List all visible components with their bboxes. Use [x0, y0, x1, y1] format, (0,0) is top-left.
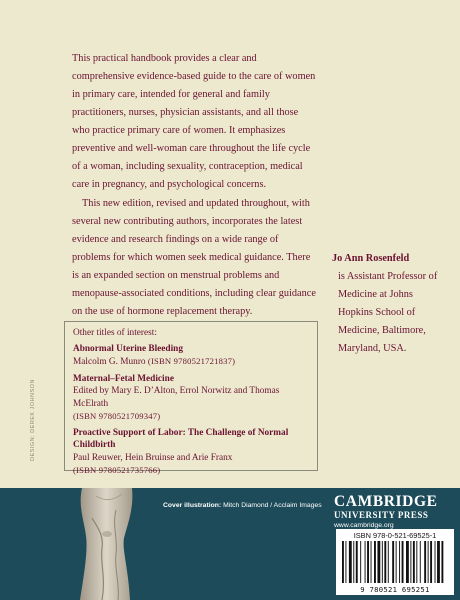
other-titles-box	[64, 321, 318, 475]
isbn-text: ISBN 978-0-521-69525-1	[353, 531, 437, 540]
book-authors	[73, 355, 309, 369]
publisher-logo	[334, 494, 456, 531]
cover-footer-band	[0, 488, 460, 600]
book-entry	[73, 343, 309, 369]
blurb-paragraph-1: This practical handbook provides a clear and comprehensive evidence-based guide to the care of women in primary care, intended for general and family practitioners, nurses, physician assistants, and all those who practice primary care of women. It emphasizes preventive and well-woman care throughout the life cycle of a woman, including sexuality, contraception, medical care in pregnancy, and psychological concerns.	[72, 53, 316, 190]
isbn-barcode	[336, 529, 454, 595]
publisher-name: CAMBRIDGE	[334, 493, 438, 510]
author-description: is Assistant Professor of Medicine at Johns Hopkins School of Medicine, Baltimore, Maryland, USA.	[338, 271, 438, 354]
author-bio	[332, 250, 440, 358]
barcode-icon	[340, 541, 450, 585]
cover-illustration-name: Mitch Diamond / Acclaim Images	[223, 502, 322, 509]
book-authors: Edited by Mary E. D’Alton, Errol Norwitz and Thomas McElrath	[73, 386, 280, 409]
book-entry	[73, 373, 309, 423]
book-authors: Paul Reuwer, Hein Bruinse and Arie Franx	[73, 452, 233, 463]
other-titles-heading: Other titles of interest:	[73, 328, 157, 338]
book-isbn: (ISBN 9780521709347)	[73, 411, 161, 421]
book-title: Proactive Support of Labor: The Challenge of Normal Childbirth	[73, 427, 289, 450]
author-name: Jo Ann Rosenfeld	[332, 253, 410, 264]
book-title: Maternal–Fetal Medicine	[73, 373, 174, 384]
design-credit: DESIGN: DEREK JOHNSON	[30, 379, 36, 462]
cover-illustration-credit	[163, 502, 322, 509]
statue-illustration	[62, 488, 152, 600]
back-cover-blurb	[72, 50, 316, 321]
publisher-subtitle: UNIVERSITY PRESS	[334, 510, 429, 520]
barcode-number: 9 780521 695251	[360, 585, 430, 594]
book-title: Abnormal Uterine Bleeding	[73, 343, 184, 354]
blurb-paragraph-2: This new edition, revised and updated throughout, with several new contributing authors, incorporates the latest evidence and research findings on a wide range of problems for which women seek medical guidance. There is an expanded section on menstrual problems and menopause-associated conditions, including clear guidance on the use of hormone replacement therapy.	[72, 198, 316, 317]
cover-illustration-label: Cover illustration:	[163, 502, 222, 509]
publisher-url: www.cambridge.org	[334, 522, 394, 529]
book-isbn: (ISBN 9780521735766)	[73, 465, 161, 475]
book-isbn: (ISBN 9780521721837)	[147, 356, 236, 366]
book-author-names: Malcolm G. Munro	[73, 357, 146, 367]
book-entry	[73, 427, 309, 477]
